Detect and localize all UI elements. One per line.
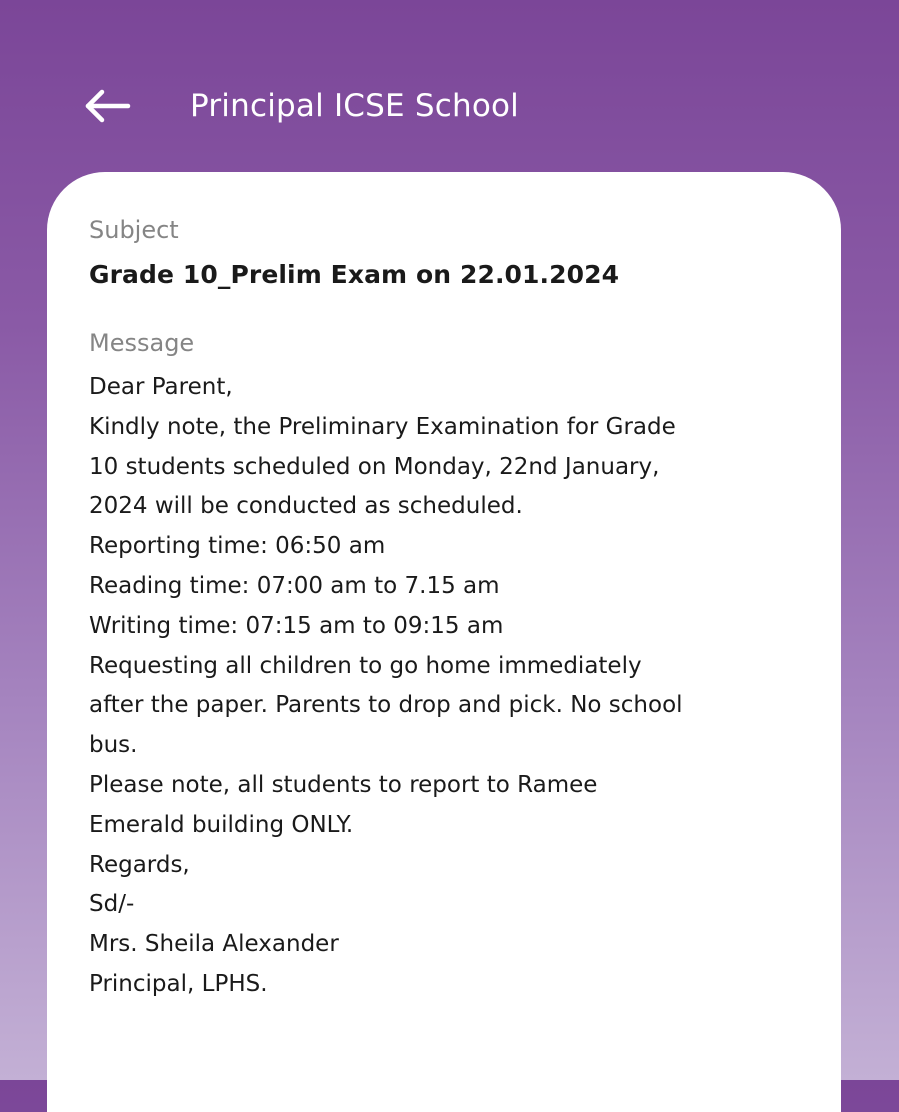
- subject-value: Grade 10_Prelim Exam on 22.01.2024: [89, 260, 620, 289]
- message-line: 2024 will be conducted as scheduled.: [89, 493, 523, 520]
- message-line: 10 students scheduled on Monday, 22nd January,: [89, 453, 660, 480]
- message-card: [47, 172, 841, 1112]
- arrow-left-icon: [82, 84, 132, 128]
- message-line: Mrs. Sheila Alexander: [89, 931, 339, 958]
- message-line: bus.: [89, 732, 138, 759]
- message-line: Please note, all students to report to Ramee: [89, 771, 598, 798]
- message-line: Writing time: 07:15 am to 09:15 am: [89, 612, 504, 639]
- page-title: Principal ICSE School: [190, 88, 519, 124]
- message-line: Sd/-: [89, 891, 135, 918]
- message-line: Principal, LPHS.: [89, 970, 268, 997]
- message-body: [89, 368, 809, 1005]
- message-line: Requesting all children to go home immediately: [89, 652, 642, 679]
- message-line: Reading time: 07:00 am to 7.15 am: [89, 572, 500, 599]
- message-line: after the paper. Parents to drop and pick. No school: [89, 692, 683, 719]
- message-line: Emerald building ONLY.: [89, 811, 354, 838]
- subject-label: Subject: [89, 216, 179, 244]
- message-line: Regards,: [89, 851, 190, 878]
- message-line: Kindly note, the Preliminary Examination for Grade: [89, 413, 676, 440]
- message-line: Reporting time: 06:50 am: [89, 533, 386, 560]
- app-header: [0, 0, 899, 200]
- back-button[interactable]: [82, 84, 132, 128]
- message-line: Dear Parent,: [89, 374, 233, 400]
- message-label: Message: [89, 329, 195, 357]
